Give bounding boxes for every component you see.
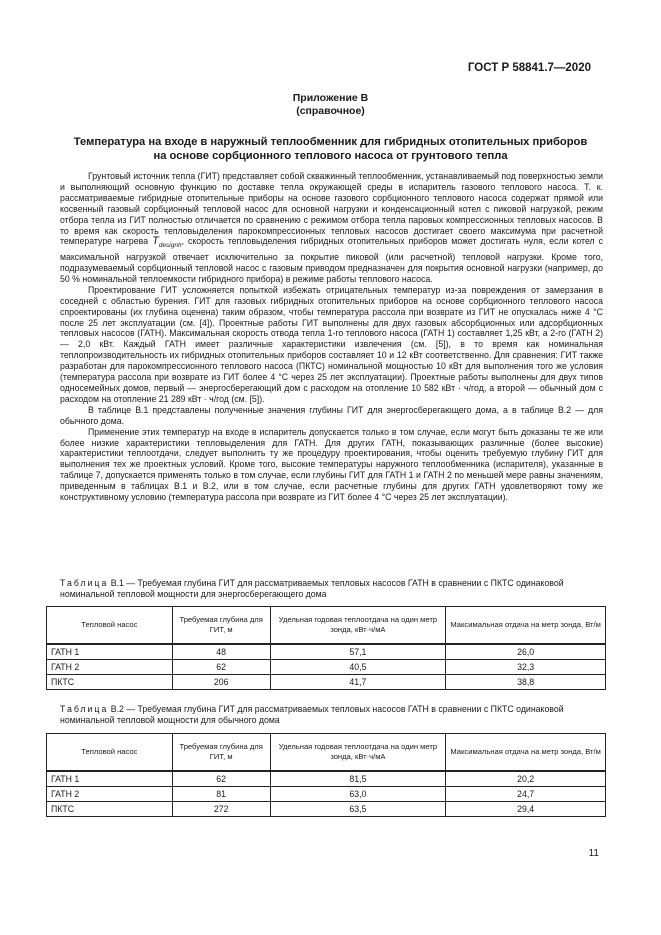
standard-code: ГОСТ Р 58841.7—2020: [467, 62, 591, 74]
table-row: [47, 771, 606, 787]
paragraph-1: [60, 171, 603, 285]
table1-caption-label: Таблица: [60, 578, 109, 588]
column-header: Требуемая глубина для ГИТ, м: [172, 607, 270, 645]
table-cell: 206: [172, 675, 270, 690]
column-header: Максимальная отдача на метр зонда, Вт/м: [446, 734, 606, 772]
table-cell: ГАТН 2: [47, 660, 173, 675]
appendix-title: Приложение В: [292, 92, 369, 104]
paragraph-1-text-a: Грунтовый источник тепла (ГИТ) представляет собой скважинный теплообменник, устанавливаемый под поверхностью земли и выполняющий основную функцию по доставке тепла окружающей среды в испаритель газового теплового насоса. Т. к. рассматриваемые гибридные отопительные приборы на основе газового сорбционного теплового насоса содержат прямой или косвенный газовый сорбционный тепловой насос для основной нагрузки и конденсационный котел с пиковой нагрузкой, режим отбора тепла из ГИТ полностью отличается по сравнению с режимом отбора тепла паровых компрессионных тепловых насосов. В то время как скорость тепловыделения парокомпрессионных тепловых насосов достигает своего максимума при расчетной температуре нагрева: [60, 171, 603, 247]
table-cell: 20,2: [446, 771, 606, 787]
column-header: Удельная годовая теплоотдача на один метр зонда, кВт·ч/мА: [270, 607, 446, 645]
appendix-subtitle: (справочное): [296, 105, 365, 117]
temperature-symbol: T: [152, 235, 159, 248]
table-row: [47, 660, 606, 675]
table-cell: ГАТН 1: [47, 644, 173, 660]
table-cell: ПКТС: [47, 675, 173, 690]
table-cell: 26,0: [446, 644, 606, 660]
table-row: [47, 802, 606, 817]
paragraph-1-text-b: , скорость тепловыделения гибридных отопительных приборов может достигать нуля, если котел с максимальной нагрузкой отвечает исключительно за покрытие пиковой (или расчетной) тепловой нагрузки. Кроме того, подразумеваемый сорбционный тепловой насос с газовым приводом предназначен для покрытия основной нагрузки (например, до 50 % номинальной теплоемкости гибридного прибора) в режиме работы теплового насоса.: [60, 236, 604, 284]
column-header: Требуемая глубина для ГИТ, м: [172, 734, 270, 772]
table-row: [47, 675, 606, 690]
table2-caption-text: В.2 — Требуемая глубина ГИТ для рассматриваемых тепловых насосов ГАТН в сравнении с ПКТС одинаковой номинальной тепловой мощности для обычного дома: [60, 704, 564, 725]
table-cell: 40,5: [270, 660, 446, 675]
table-cell: ГАТН 2: [47, 787, 173, 802]
table-cell: 272: [172, 802, 270, 817]
table1-caption: [60, 578, 603, 600]
table-cell: 29,4: [446, 802, 606, 817]
body-text: [60, 171, 603, 503]
appendix-heading: [0, 92, 661, 118]
table2-caption-label: Таблица: [60, 704, 109, 714]
title-line-1: Температура на входе в наружный теплообменник для гибридных отопительных приборов: [73, 136, 588, 148]
table-cell: 63,5: [270, 802, 446, 817]
table-cell: 57,1: [270, 644, 446, 660]
table-b1: [46, 606, 606, 690]
table-cell: 81,5: [270, 771, 446, 787]
document-title: [55, 135, 606, 163]
page-number: 11: [588, 848, 599, 859]
column-header: Тепловой насос: [47, 734, 173, 772]
table2-caption: [60, 704, 603, 726]
table-row: [47, 787, 606, 802]
table-row: [47, 644, 606, 660]
temperature-subscript: designh: [158, 242, 182, 250]
paragraph-4: Применение этих температур на входе в испаритель допускается только в том случае, если могут быть доказаны те же или более низкие характеристики тепловыделения для ГАТН. Для других ГАТН, показывающих различные (более высокие) характеристики теплоотдачи, следует выполнить ту же процедуру проектирования, чтобы оценить требуемую глубину ГИТ для выполнения тех же проектных условий. Кроме того, высокие температуры наружного теплообменника (испарителя), указанные в таблице 7, допускается применять только в том случае, если глубины ГИТ для ГАТН 1 и ГАТН 2 по меньшей мере равны значениям, приведенным в таблицах В.1 и В.2, или в том случае, если расчетные глубины для других ГАТН удовлетворяют тому же конструктивному условию (температура рассола при возврате из ГИТ более 4 °С через 25 лет эксплуатации).: [60, 426, 603, 503]
table1-caption-text: В.1 — Требуемая глубина ГИТ для рассматриваемых тепловых насосов ГАТН в сравнении с ПКТС одинаковой номинальной тепловой мощности для энергосберегающего дома: [60, 578, 564, 599]
table-header-row: [47, 734, 606, 772]
paragraph-2: Проектирование ГИТ усложняется попыткой избежать отрицательных температур из-за повреждения от замерзания в соседней с областью бурения. ГИТ для газовых гибридных отопительных приборов на основе сорбционного теплового насоса спроектированы (их глубина оценена) таким образом, чтобы температура рассола при возврате из ГИТ не опускалась ниже 4 °С после 25 лет эксплуатации (см. [4]). Проектные работы ГИТ выполнены для двух газовых абсорбционных или адсорбционных тепловых насосов (ГАТН). Максимальная скорость отвода тепла 1-го теплового насоса (ГАТН 1) составляет 1,25 кВт, а 2-го (ГАТН 2) — 2,0 кВт. Каждый ГАТН имеет различные характеристики извлечения (см. [5]), в то время как номинальная теплопроизводительность их гибридных отопительных приборов составляет 10 и 12 кВт соответственно. Для сравнения: ГИТ также разработан для парокомпрессионного теплового насоса (ПКТС) номинальной мощностью 10 кВт для выполнения того же условия (температура рассола при возврате из ГИТ более 4 °С через 25 лет эксплуатации). Проектные работы выполнены для двух типов односемейных домов, первый — энергосберегающий дом с расходом на отопление 10 582 кВт · ч/год, а второй — обычный дом с расходом на отопление 21 289 кВт · ч/год (см. [5]).: [60, 284, 603, 404]
column-header: Удельная годовая теплоотдача на один метр зонда, кВт·ч/мА: [270, 734, 446, 772]
table-cell: 62: [172, 660, 270, 675]
table-cell: 63,0: [270, 787, 446, 802]
table-cell: 62: [172, 771, 270, 787]
table-cell: 24,7: [446, 787, 606, 802]
table-cell: 48: [172, 644, 270, 660]
column-header: Тепловой насос: [47, 607, 173, 645]
paragraph-3: В таблице В.1 представлены полученные значения глубины ГИТ для энергосберегающего дома, а в таблице В.2 — для обычного дома.: [60, 404, 603, 426]
table-cell: ГАТН 1: [47, 771, 173, 787]
table-cell: 32,3: [446, 660, 606, 675]
table-cell: ПКТС: [47, 802, 173, 817]
table-header-row: [47, 607, 606, 645]
table-cell: 38,8: [446, 675, 606, 690]
table-cell: 41,7: [270, 675, 446, 690]
title-line-2: на основе сорбционного теплового насоса от грунтового тепла: [153, 150, 508, 162]
table-b2: [46, 733, 606, 817]
table-cell: 81: [172, 787, 270, 802]
column-header: Максимальная отдача на метр зонда, Вт/м: [446, 607, 606, 645]
